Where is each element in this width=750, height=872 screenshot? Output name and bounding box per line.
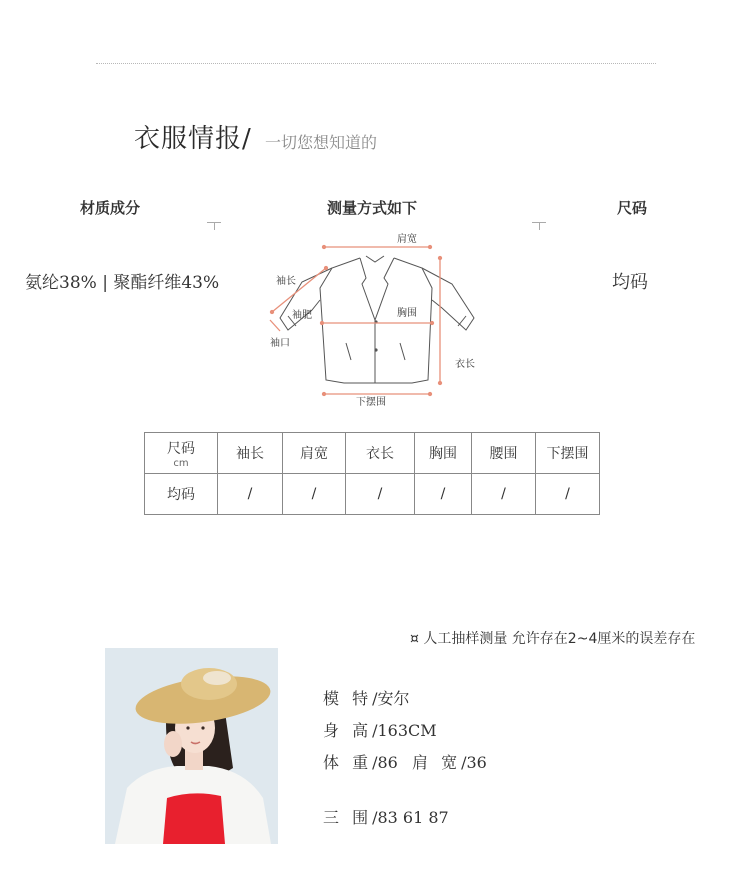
material-text: 氨纶38% | 聚酯纤维43% <box>25 273 220 293</box>
model-photo <box>105 648 278 844</box>
model-name-label: 模 特 <box>323 689 373 708</box>
size-heading: 尺码 <box>617 199 648 217</box>
table-header-cell: 袖长 <box>218 433 283 474</box>
page-title: 衣服情报/ <box>134 124 252 154</box>
size-table <box>144 432 600 515</box>
model-bust-value: /83 61 87 <box>372 808 449 827</box>
measure-heading: 测量方式如下 <box>327 199 418 217</box>
model-weight-label: 体 重 <box>323 753 373 772</box>
table-cell: / <box>536 474 600 515</box>
model-height <box>323 718 437 741</box>
table-header-row <box>145 433 600 474</box>
table-cell: / <box>415 474 472 515</box>
label-length: 衣长 <box>455 359 475 370</box>
table-row <box>145 474 600 515</box>
label-shoulder: 肩宽 <box>397 234 417 245</box>
material-heading: 材质成分 <box>80 199 141 217</box>
table-cell: / <box>218 474 283 515</box>
model-height-label: 身 高 <box>323 721 373 740</box>
table-header-unit: cm <box>173 457 189 469</box>
model-shoulder-label: 肩 宽 <box>412 753 462 772</box>
label-sleeve-length: 袖长 <box>276 276 296 287</box>
top-divider <box>96 63 656 64</box>
label-chest: 胸围 <box>397 308 417 319</box>
page-subtitle: 一切您想知道的 <box>265 133 378 152</box>
model-bust-label: 三 围 <box>323 808 373 827</box>
table-header-cell: 衣长 <box>346 433 415 474</box>
label-sleeve-width: 袖肥 <box>292 310 312 321</box>
model-shoulder-value: /36 <box>461 753 487 772</box>
t-mark-right <box>532 222 546 232</box>
table-header-size-label: 尺码 <box>167 440 195 457</box>
table-cell: / <box>346 474 415 515</box>
model-name-value: /安尔 <box>372 689 410 708</box>
model-height-value: /163CM <box>372 721 437 740</box>
label-cuff: 袖口 <box>270 338 290 349</box>
model-measurements <box>323 805 449 828</box>
jacket-diagram <box>262 228 484 414</box>
table-header-size <box>145 433 218 474</box>
size-value: 均码 <box>612 272 648 293</box>
model-weight <box>323 750 398 773</box>
table-cell: / <box>283 474 346 515</box>
table-header-cell: 腰围 <box>472 433 536 474</box>
table-header-cell: 肩宽 <box>283 433 346 474</box>
model-shoulder <box>412 750 487 773</box>
table-cell: / <box>472 474 536 515</box>
measurement-note: ¤ 人工抽样测量 允许存在2~4厘米的误差存在 <box>410 631 696 647</box>
label-hem: 下摆围 <box>356 397 386 408</box>
table-header-cell: 胸围 <box>415 433 472 474</box>
model-name <box>323 686 410 709</box>
t-mark-left <box>207 222 221 232</box>
table-row-label: 均码 <box>145 474 218 515</box>
table-header-cell: 下摆围 <box>536 433 600 474</box>
model-weight-value: /86 <box>372 753 398 772</box>
